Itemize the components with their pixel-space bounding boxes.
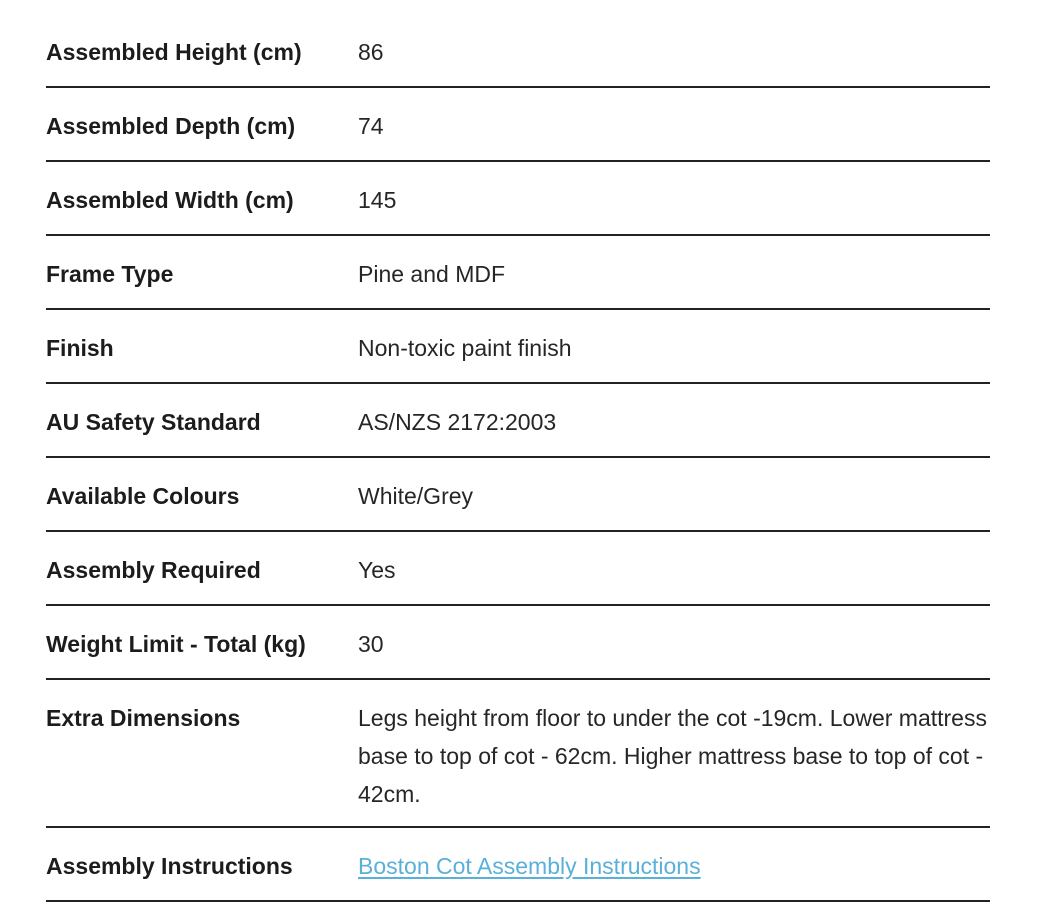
spec-value: Non-toxic paint finish [358, 335, 572, 361]
spec-row-extra-dimensions [46, 680, 990, 828]
spec-value: White/Grey [358, 483, 474, 509]
spec-label: Frame Type [46, 261, 174, 287]
spec-row-weight-limit [46, 606, 990, 680]
spec-row-finish [46, 310, 990, 384]
spec-row-safety-standard [46, 384, 990, 458]
spec-label: Extra Dimensions [46, 705, 241, 731]
spec-value: Pine and MDF [358, 261, 506, 287]
spec-value: 74 [358, 113, 384, 139]
product-specifications-table [46, 14, 990, 902]
spec-label: AU Safety Standard [46, 409, 261, 435]
spec-value [358, 847, 990, 900]
spec-row-assembled-depth [46, 88, 990, 162]
spec-label: Finish [46, 335, 114, 361]
spec-label: Weight Limit - Total (kg) [46, 631, 306, 657]
spec-value: Legs height from floor to under the cot -19cm. Lower mattress base to top of cot - 62cm. Higher mattress base to top of cot - 42cm. [358, 705, 987, 807]
spec-row-assembly-required [46, 532, 990, 606]
spec-label: Assembled Width (cm) [46, 187, 294, 213]
spec-row-assembled-width [46, 162, 990, 236]
spec-row-assembled-height [46, 14, 990, 88]
spec-label: Assembly Required [46, 557, 261, 583]
spec-label: Assembly Instructions [46, 853, 293, 879]
spec-row-frame-type [46, 236, 990, 310]
spec-value: 145 [358, 187, 397, 213]
spec-value: AS/NZS 2172:2003 [358, 409, 557, 435]
assembly-instructions-link[interactable]: Boston Cot Assembly Instructions [358, 853, 701, 879]
spec-label: Assembled Depth (cm) [46, 113, 296, 139]
spec-row-available-colours [46, 458, 990, 532]
spec-value: 30 [358, 631, 384, 657]
spec-label: Available Colours [46, 483, 240, 509]
spec-row-assembly-instructions [46, 828, 990, 902]
spec-label: Assembled Height (cm) [46, 39, 302, 65]
spec-value: 86 [358, 39, 384, 65]
spec-value: Yes [358, 557, 396, 583]
